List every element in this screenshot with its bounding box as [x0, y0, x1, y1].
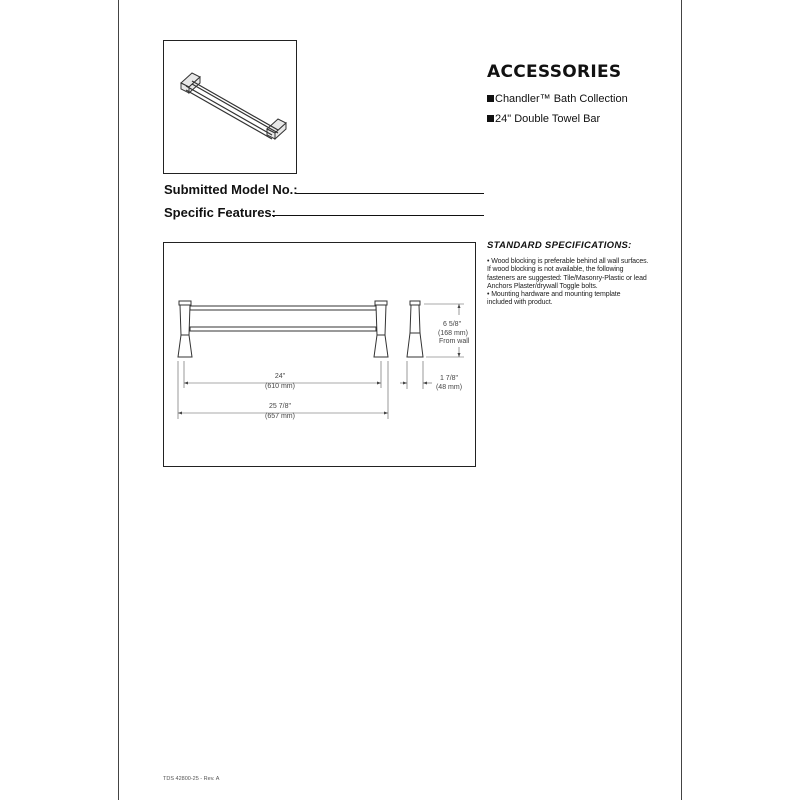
height-dimension-note: From wall	[439, 338, 470, 345]
dimension-drawing	[163, 242, 476, 467]
product-line: 24" Double Towel Bar	[487, 113, 600, 125]
left-post-base	[178, 335, 192, 357]
overall-length-mm: (657 mm)	[265, 413, 295, 420]
specific-features-label: Specific Features:	[164, 205, 276, 220]
right-post	[376, 305, 386, 335]
spec-line: fasteners are suggested: Tile/Masonry-Plastic or lead	[487, 274, 647, 282]
overall-length-label: 25 7/8"	[269, 403, 291, 410]
lower-bar	[190, 327, 376, 331]
spec-line: included with product.	[487, 299, 553, 307]
left-post	[180, 305, 190, 335]
specifications-heading: STANDARD SPECIFICATIONS:	[487, 240, 632, 251]
spec-line: If wood blocking is not available, the following	[487, 266, 624, 274]
towel-bar-dimension-svg	[164, 243, 477, 468]
product-thumbnail	[163, 40, 297, 174]
depth-dimension-mm: (48 mm)	[435, 384, 463, 391]
document-number: TDS 42800-25 - Rev. A	[163, 776, 220, 782]
model-number-label: Submitted Model No.:	[164, 182, 298, 197]
upper-bar	[190, 306, 376, 310]
square-bullet-icon	[487, 115, 494, 122]
towel-bar-perspective-image	[164, 41, 298, 175]
bar-length-mm: (610 mm)	[265, 383, 295, 390]
page-title: ACCESSORIES	[487, 62, 622, 82]
left-post-cap	[179, 301, 191, 305]
spec-line: Anchors Plaster/drywall Toggle bolts.	[487, 282, 598, 290]
specific-features-field[interactable]	[272, 215, 484, 216]
right-post-base	[374, 335, 388, 357]
collection-line: Chandler™ Bath Collection	[487, 93, 628, 105]
spec-line: • Wood blocking is preferable behind all wall surfaces.	[487, 258, 649, 265]
height-dimension-mm: (168 mm)	[438, 330, 468, 337]
depth-dimension-label: 1 7/8"	[439, 375, 459, 382]
square-bullet-icon	[487, 95, 494, 102]
specifications-body	[487, 258, 687, 308]
spec-line: • Mounting hardware and mounting template	[487, 291, 621, 299]
right-post-cap	[375, 301, 387, 305]
side-post-cap	[410, 301, 420, 305]
bar-length-label: 24"	[274, 373, 286, 380]
model-number-field[interactable]	[296, 193, 484, 194]
side-post-base	[407, 333, 423, 357]
side-post	[410, 305, 420, 333]
height-dimension-label: 6 5/8"	[443, 321, 462, 328]
